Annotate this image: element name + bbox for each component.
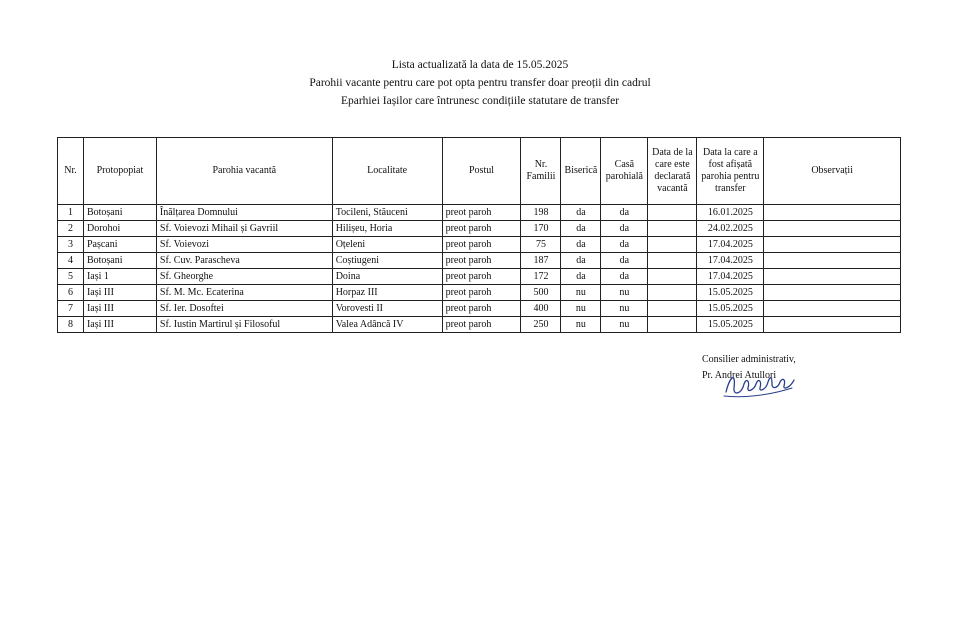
cell-data-afisata: 15.05.2025 xyxy=(697,301,764,317)
cell-data-afisata: 17.04.2025 xyxy=(697,253,764,269)
cell-parohia: Sf. Cuv. Parascheva xyxy=(156,253,332,269)
cell-parohia: Sf. Gheorghe xyxy=(156,269,332,285)
cell-observatii xyxy=(764,221,901,237)
col-header-postul: Postul xyxy=(442,138,521,205)
signature-role: Consilier administrativ, xyxy=(702,354,796,365)
cell-parohia: Sf. Ier. Dosoftei xyxy=(156,301,332,317)
table-body xyxy=(58,205,901,333)
cell-casa-parohiala: nu xyxy=(601,317,648,333)
cell-nr-familii: 172 xyxy=(521,269,561,285)
cell-casa-parohiala: da xyxy=(601,205,648,221)
cell-protopopiat: Pașcani xyxy=(83,237,156,253)
cell-nr: 2 xyxy=(58,221,84,237)
cell-casa-parohiala: da xyxy=(601,221,648,237)
cell-observatii xyxy=(764,253,901,269)
cell-biserica: da xyxy=(561,237,601,253)
cell-nr: 6 xyxy=(58,285,84,301)
cell-data-afisata: 15.05.2025 xyxy=(697,285,764,301)
handwritten-signature xyxy=(722,366,802,400)
cell-protopopiat: Iași III xyxy=(83,301,156,317)
header-line-1: Lista actualizată la data de 15.05.2025 xyxy=(391,59,569,71)
cell-nr-familii: 198 xyxy=(521,205,561,221)
cell-observatii xyxy=(764,317,901,333)
col-header-nr: Nr. xyxy=(58,138,84,205)
cell-data-vacanta xyxy=(648,317,697,333)
col-header-nr-familii: Nr. Familii xyxy=(521,138,561,205)
cell-casa-parohiala: da xyxy=(601,253,648,269)
cell-biserica: da xyxy=(561,269,601,285)
header-row xyxy=(58,138,901,205)
cell-postul: preot paroh xyxy=(442,301,521,317)
cell-postul: preot paroh xyxy=(442,285,521,301)
cell-localitate: Doina xyxy=(332,269,442,285)
col-header-observatii: Observații xyxy=(764,138,901,205)
cell-data-vacanta xyxy=(648,205,697,221)
table-header xyxy=(58,138,901,205)
col-header-protopopiat: Protopopiat xyxy=(83,138,156,205)
cell-nr-familii: 250 xyxy=(521,317,561,333)
cell-data-afisata: 15.05.2025 xyxy=(697,317,764,333)
cell-biserica: da xyxy=(561,221,601,237)
cell-postul: preot paroh xyxy=(442,317,521,333)
cell-protopopiat: Botoșani xyxy=(83,205,156,221)
cell-casa-parohiala: nu xyxy=(601,301,648,317)
cell-nr-familii: 500 xyxy=(521,285,561,301)
cell-protopopiat: Iași 1 xyxy=(83,269,156,285)
table-row xyxy=(58,221,901,237)
document-header xyxy=(0,56,960,110)
cell-postul: preot paroh xyxy=(442,253,521,269)
cell-casa-parohiala: da xyxy=(601,269,648,285)
cell-data-afisata: 17.04.2025 xyxy=(697,237,764,253)
cell-postul: preot paroh xyxy=(442,237,521,253)
cell-data-vacanta xyxy=(648,221,697,237)
col-header-localitate: Localitate xyxy=(332,138,442,205)
cell-nr: 1 xyxy=(58,205,84,221)
cell-casa-parohiala: nu xyxy=(601,285,648,301)
cell-data-vacanta xyxy=(648,285,697,301)
cell-nr: 7 xyxy=(58,301,84,317)
col-header-data-vacanta: Data de la care este declarată vacantă xyxy=(648,138,697,205)
cell-nr-familii: 400 xyxy=(521,301,561,317)
cell-protopopiat: Iași III xyxy=(83,317,156,333)
cell-data-vacanta xyxy=(648,269,697,285)
cell-nr-familii: 187 xyxy=(521,253,561,269)
cell-data-afisata: 17.04.2025 xyxy=(697,269,764,285)
cell-observatii xyxy=(764,269,901,285)
cell-biserica: nu xyxy=(561,317,601,333)
cell-parohia: Sf. Iustin Martirul și Filosoful xyxy=(156,317,332,333)
cell-nr-familii: 75 xyxy=(521,237,561,253)
cell-data-vacanta xyxy=(648,237,697,253)
cell-observatii xyxy=(764,301,901,317)
table-row xyxy=(58,237,901,253)
cell-nr: 3 xyxy=(58,237,84,253)
cell-observatii xyxy=(764,205,901,221)
cell-biserica: da xyxy=(561,253,601,269)
cell-parohia: Sf. Voievozi Mihail și Gavriil xyxy=(156,221,332,237)
cell-protopopiat: Iași III xyxy=(83,285,156,301)
cell-biserica: nu xyxy=(561,285,601,301)
header-line-3: Eparhiei Iașilor care întrunesc condițiile statutare de transfer xyxy=(340,95,620,107)
table-row xyxy=(58,317,901,333)
cell-nr: 8 xyxy=(58,317,84,333)
cell-postul: preot paroh xyxy=(442,205,521,221)
header-line-2: Parohii vacante pentru care pot opta pentru transfer doar preoții din cadrul xyxy=(309,77,651,89)
cell-localitate: Tocileni, Stăuceni xyxy=(332,205,442,221)
table-row xyxy=(58,285,901,301)
col-header-parohia: Parohia vacantă xyxy=(156,138,332,205)
cell-observatii xyxy=(764,285,901,301)
cell-localitate: Valea Adâncă IV xyxy=(332,317,442,333)
cell-localitate: Oțeleni xyxy=(332,237,442,253)
cell-protopopiat: Dorohoi xyxy=(83,221,156,237)
cell-observatii xyxy=(764,237,901,253)
cell-postul: preot paroh xyxy=(442,221,521,237)
vacant-parishes-table xyxy=(57,137,901,333)
table-row xyxy=(58,269,901,285)
cell-parohia: Sf. M. Mc. Ecaterina xyxy=(156,285,332,301)
cell-postul: preot paroh xyxy=(442,269,521,285)
cell-data-vacanta xyxy=(648,301,697,317)
table-row xyxy=(58,205,901,221)
cell-data-afisata: 24.02.2025 xyxy=(697,221,764,237)
cell-biserica: nu xyxy=(561,301,601,317)
cell-biserica: da xyxy=(561,205,601,221)
cell-parohia: Sf. Voievozi xyxy=(156,237,332,253)
col-header-biserica: Biserică xyxy=(561,138,601,205)
table-row xyxy=(58,253,901,269)
cell-data-afisata: 16.01.2025 xyxy=(697,205,764,221)
cell-data-vacanta xyxy=(648,253,697,269)
cell-nr: 4 xyxy=(58,253,84,269)
cell-nr: 5 xyxy=(58,269,84,285)
cell-localitate: Hilișeu, Horia xyxy=(332,221,442,237)
cell-nr-familii: 170 xyxy=(521,221,561,237)
cell-localitate: Vorovesti II xyxy=(332,301,442,317)
signature-name: Pr. Andrei Atullori xyxy=(702,370,777,381)
cell-protopopiat: Botoșani xyxy=(83,253,156,269)
table-row xyxy=(58,301,901,317)
col-header-casa-parohiala: Casă parohială xyxy=(601,138,648,205)
cell-casa-parohiala: da xyxy=(601,237,648,253)
cell-localitate: Coștiugeni xyxy=(332,253,442,269)
col-header-data-afisata: Data la care a fost afișată parohia pentru transfer xyxy=(697,138,764,205)
cell-localitate: Horpaz III xyxy=(332,285,442,301)
cell-parohia: Înălțarea Domnului xyxy=(156,205,332,221)
